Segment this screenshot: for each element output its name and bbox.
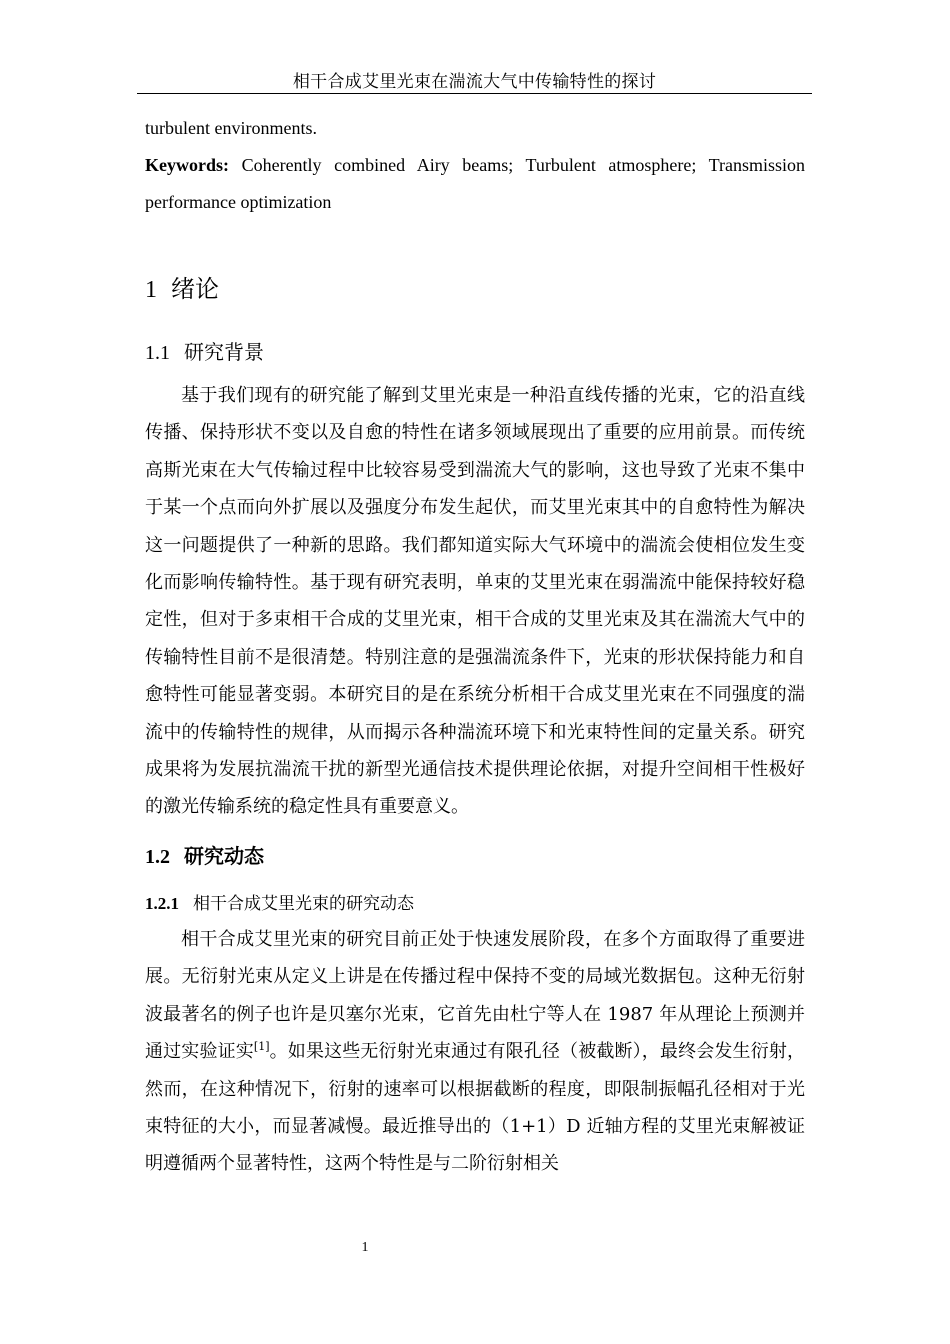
section-title: 相干合成艾里光束的研究动态: [193, 893, 414, 914]
section-title: 研究背景: [184, 340, 264, 364]
page-content: [145, 110, 805, 1183]
section-1-2-1-heading: [145, 887, 805, 921]
header-rule: [137, 93, 812, 94]
running-header: 相干合成艾里光束在湍流大气中传输特性的探讨: [292, 72, 657, 92]
research-status-paragraph: [145, 921, 805, 1183]
section-number: 1: [145, 277, 157, 303]
section-number: 1.2.1: [145, 893, 179, 913]
paragraph-text-part1: 相干合成艾里光束的研究目前正处于快速发展阶段，在多个方面取得了重要进展。无衍射光束从定义上讲是在传播过程中保持不变的局域光数据包。这种无衍射波最著名的例子也许是贝塞尔光束，它首先由杜宁等人在 1987 年从理论上预测并通过实验证实: [145, 928, 805, 1063]
keywords-label: Keywords:: [145, 155, 229, 175]
paragraph-text-part2: 。如果这些无衍射光束通过有限孔径（被截断），最终会发生衍射，然而，在这种情况下，衍射的速率可以根据截断的程度，即限制振幅孔径相对于光束特征的大小，而显著减慢。最近推导出的（1+1）D 近轴方程的艾里光束解被证明遵循两个显著特性，这两个特性是与二阶衍射相关: [145, 1041, 806, 1175]
section-number: 1.2: [145, 845, 170, 868]
section-title: 研究动态: [184, 843, 264, 868]
background-paragraph: 基于我们现有的研究能了解到艾里光束是一种沿直线传播的光束，它的沿直线传播、保持形状不变以及自愈的特性在诸多领域展现出了重要的应用前景。而传统高斯光束在大气传输过程中比较容易受到湍流大气的影响，这也导致了光束不集中于某一个点而向外扩展以及强度分布发生起伏，而艾里光束其中的自愈特性为解决这一问题提供了一种新的思路。我们都知道实际大气环境中的湍流会使相位发生变化而影响传输特性。基于现有研究表明，单束的艾里光束在弱湍流中能保持较好稳定性，但对于多束相干合成的艾里光束，相干合成的艾里光束及其在湍流大气中的传输特性目前不是很清楚。特别注意的是强湍流条件下，光束的形状保持能力和自愈特性可能显著变弱。本研究目的是在系统分析相干合成艾里光束在不同强度的湍流中的传输特性的规律，从而揭示各种湍流环境下和光束特性间的定量关系。研究成果将为发展抗湍流干扰的新型光通信技术提供理论依据，对提升空间相干性极好的激光传输系统的稳定性具有重要意义。: [145, 385, 805, 818]
section-1-1-heading: [145, 332, 805, 373]
keywords-text: Coherently combined Airy beams; Turbulent atmosphere; Transmission performance optimization: [145, 155, 805, 212]
keywords: [145, 147, 805, 221]
page-number: 1: [361, 1240, 369, 1255]
section-1-2-heading: [145, 836, 805, 877]
section-1-heading: [145, 269, 805, 310]
citation-ref[interactable]: [1]: [253, 1040, 270, 1054]
section-number: 1.1: [145, 342, 170, 364]
section-title: 绪论: [171, 275, 219, 303]
abstract-tail: turbulent environments.: [145, 118, 317, 138]
